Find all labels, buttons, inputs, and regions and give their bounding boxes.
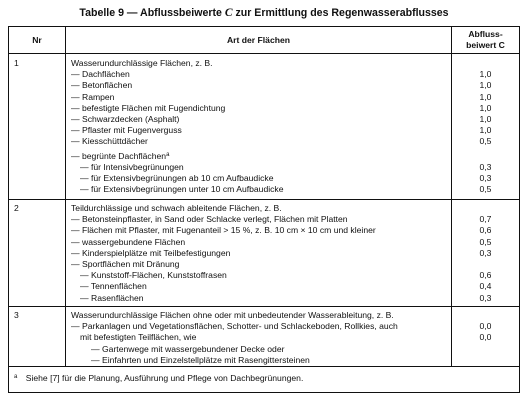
footnote-text: Siehe [7] für die Planung, Ausführung und Pflege von Dachbegrünungen. bbox=[25, 373, 304, 383]
footnote-divider bbox=[9, 366, 519, 367]
title-suffix: zur Ermittlung des Regenwasserabflusses bbox=[232, 7, 449, 19]
list-item: — für Extensivbegrünungen unter 10 cm Aufbaudicke bbox=[80, 184, 284, 195]
value-cell: 0,3 bbox=[479, 172, 492, 183]
list-item: — Kinderspielplätze mit Teilbefestigungen bbox=[71, 247, 231, 258]
row-1-nr: 1 bbox=[14, 58, 19, 68]
list-item: — Kunststoff-Flächen, Kunststoffrasen bbox=[80, 270, 227, 281]
list-item: — Flächen mit Pflaster, mit Fugenanteil > 15 %, z. B. 10 cm × 10 cm und kleiner bbox=[71, 225, 376, 236]
list-item: — Rasenflächen bbox=[80, 292, 144, 303]
list-item: Wasserundurchlässige Flächen, z. B. bbox=[71, 58, 213, 68]
value-cell: 0,0 bbox=[479, 332, 492, 343]
list-item: — Parkanlagen und Vegetationsflächen, Schotter- und Schlackeboden, Rollkies, auch bbox=[71, 321, 398, 332]
value-cell bbox=[452, 355, 519, 366]
value-cell: 1,0 bbox=[479, 69, 492, 80]
value-cell bbox=[452, 344, 519, 355]
list-item: — befestigte Flächen mit Fugendichtung bbox=[71, 102, 226, 113]
list-item: — für Extensivbegrünungen ab 10 cm Aufbaudicke bbox=[80, 172, 274, 183]
value-cell: 1,0 bbox=[479, 102, 492, 113]
value-cell bbox=[452, 58, 519, 69]
row-2-nr: 2 bbox=[14, 203, 19, 213]
value-cell: 1,0 bbox=[479, 125, 492, 136]
list-item: — Kiesschüttdächer bbox=[71, 136, 148, 147]
footnote-marker: a bbox=[166, 151, 170, 158]
list-item: — Dachflächen bbox=[71, 69, 130, 80]
table-footnote bbox=[14, 373, 303, 384]
list-item: Teildurchlässige und schwach ableitende Flächen, z. B. bbox=[71, 203, 282, 213]
runoff-coefficient-table bbox=[8, 26, 520, 393]
value-cell: 1,0 bbox=[479, 80, 492, 91]
header-divider bbox=[9, 53, 519, 54]
header-abflussbeiwert bbox=[452, 29, 519, 50]
row-1-values bbox=[452, 58, 519, 195]
row-2-values bbox=[452, 203, 519, 304]
list-item: — Einfahrten und Einzelstellplätze mit Rasengittersteinen bbox=[91, 354, 310, 365]
list-item: Wasserundurchlässige Flächen ohne oder mit unbedeutender Wasserableitung, z. B. bbox=[71, 310, 394, 320]
value-cell: 0,5 bbox=[479, 236, 492, 247]
list-item: — für Intensivbegrünungen bbox=[80, 161, 184, 172]
list-item: — Sportflächen mit Dränung bbox=[71, 258, 180, 269]
list-item: — Tennenflächen bbox=[80, 281, 147, 292]
list-item: — Betonflächen bbox=[71, 80, 133, 91]
value-cell: 1,0 bbox=[479, 113, 492, 124]
value-cell: 0,7 bbox=[479, 214, 492, 225]
value-cell: 1,0 bbox=[479, 91, 492, 102]
list-item: — Gartenwege mit wassergebundener Decke oder bbox=[91, 343, 285, 354]
column-divider-nr bbox=[65, 27, 66, 367]
footnote-marker: a bbox=[14, 374, 18, 380]
title-symbol: C bbox=[224, 7, 233, 19]
value-cell: 0,5 bbox=[479, 184, 492, 195]
title-prefix: Tabelle 9 — Abflussbeiwerte bbox=[79, 7, 225, 19]
list-item: — Schwarzdecken (Asphalt) bbox=[71, 113, 180, 124]
list-item bbox=[71, 151, 284, 162]
list-item: — Pflaster mit Fugenverguss bbox=[71, 125, 182, 136]
table-title bbox=[0, 6, 528, 20]
value-cell: 0,5 bbox=[479, 136, 492, 147]
value-cell: 0,4 bbox=[479, 281, 492, 292]
row-divider-1 bbox=[9, 199, 519, 200]
list-item-text: — begrünte Dachflächen bbox=[71, 150, 167, 161]
list-item: — Rampen bbox=[71, 91, 115, 102]
value-cell bbox=[452, 259, 519, 270]
value-cell: 0,6 bbox=[479, 270, 492, 281]
row-3-nr: 3 bbox=[14, 310, 19, 320]
header-nr: Nr bbox=[32, 35, 42, 45]
value-cell bbox=[452, 151, 519, 162]
value-cell: 0,6 bbox=[479, 225, 492, 236]
value-cell: 0,0 bbox=[479, 321, 492, 332]
value-cell: 0,3 bbox=[479, 247, 492, 258]
value-cell: 0,3 bbox=[479, 292, 492, 303]
list-item: mit befestigten Teilflächen, wie bbox=[80, 332, 197, 343]
row-1-description bbox=[71, 58, 284, 195]
header-beiwert-line1: Abfluss- bbox=[468, 29, 503, 39]
row-3-values bbox=[452, 310, 519, 366]
row-divider-2 bbox=[9, 306, 519, 307]
header-art-der-flaechen: Art der Flächen bbox=[226, 35, 291, 45]
list-item: — wassergebundene Flächen bbox=[71, 236, 186, 247]
list-item: — Betonsteinpflaster, in Sand oder Schlacke verlegt, Flächen mit Platten bbox=[71, 214, 348, 225]
value-cell bbox=[452, 310, 519, 321]
row-2-description bbox=[71, 203, 376, 304]
header-beiwert-line2: beiwert C bbox=[466, 39, 505, 50]
row-3-description bbox=[71, 310, 398, 366]
value-cell: 0,3 bbox=[479, 161, 492, 172]
value-cell bbox=[452, 203, 519, 214]
